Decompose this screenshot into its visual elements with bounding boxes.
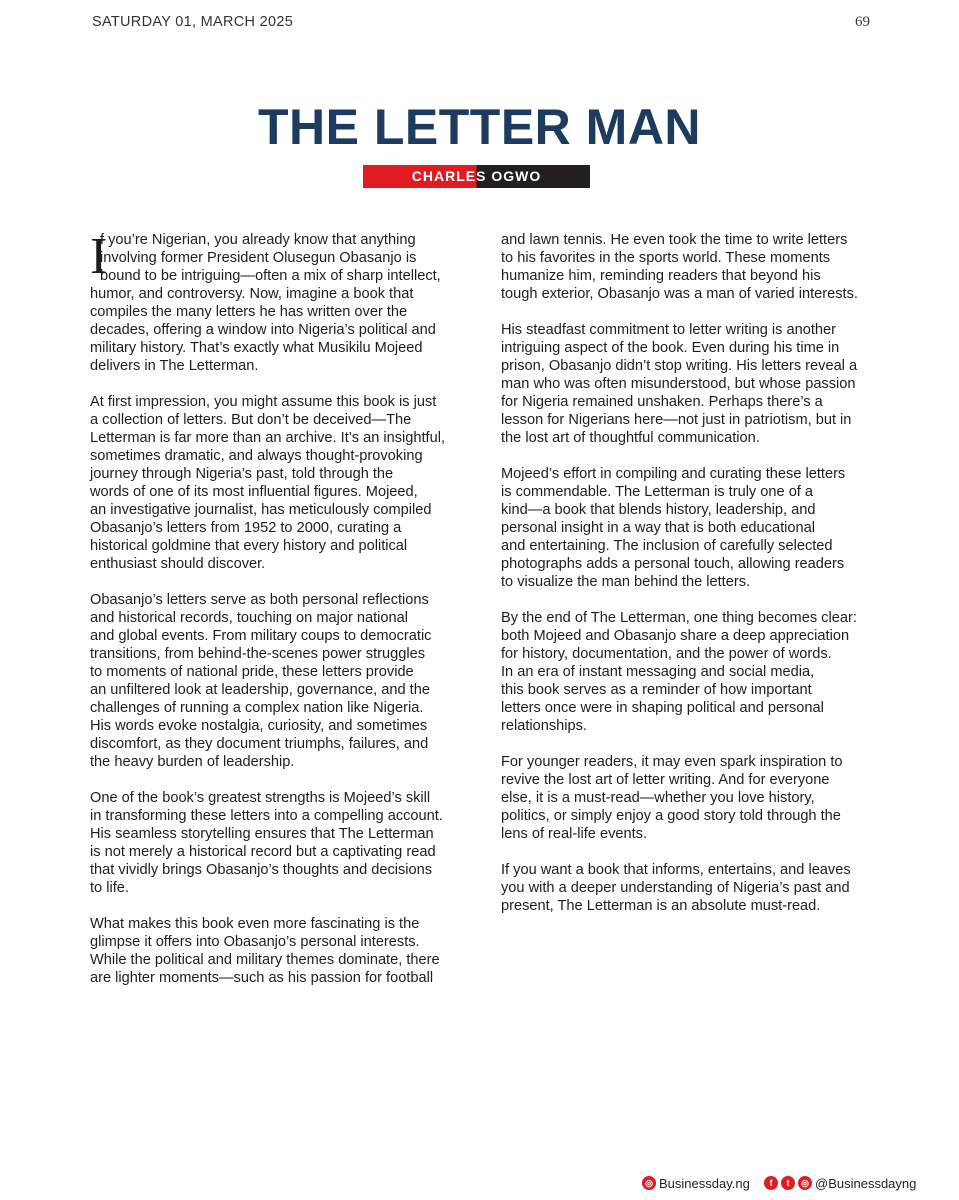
- text-line: to his favorites in the sports world. These moments: [501, 250, 831, 266]
- text-line: enthusiast should discover.: [90, 556, 266, 572]
- text-line: By the end of The Letterman, one thing becomes clear:: [501, 610, 857, 626]
- paragraph-6: [501, 231, 871, 303]
- article-title: THE LETTER MAN: [257, 99, 702, 155]
- text-line: both Mojeed and Obasanjo share a deep appreciation: [501, 628, 850, 644]
- text-line: and lawn tennis. He even took the time to write letters: [501, 232, 848, 248]
- paragraph-7: [501, 321, 871, 447]
- text-line: personal insight in a way that is both educational: [501, 520, 815, 536]
- right-column: [501, 231, 871, 933]
- text-line: Obasanjo’s letters from 1952 to 2000, curating a: [90, 520, 402, 536]
- text-line: bound to be intriguing—often a mix of sharp intellect,: [100, 268, 441, 284]
- issue-date: SATURDAY 01, MARCH 2025: [92, 14, 294, 30]
- left-column: [90, 228, 460, 1005]
- paragraph-5: [90, 915, 460, 987]
- text-line: Letterman is far more than an archive. It’s an insightful,: [90, 430, 446, 446]
- text-line: compiles the many letters he has written over the: [90, 304, 408, 320]
- text-line: glimpse it offers into Obasanjo’s personal interests.: [90, 934, 420, 950]
- paragraph-4: [90, 789, 460, 897]
- text-line: man who was often misunderstood, but whose passion: [501, 376, 856, 392]
- text-line: for Nigeria remained unshaken. Perhaps there’s a: [501, 394, 823, 410]
- text-line: you with a deeper understanding of Nigeria’s past and: [501, 880, 850, 896]
- text-line: What makes this book even more fascinating is the: [90, 916, 420, 932]
- footer-social[interactable]: [764, 1172, 916, 1194]
- text-line: for history, documentation, and the power of words.: [501, 646, 832, 662]
- text-line: lens of real-life events.: [501, 826, 648, 842]
- text-line: For younger readers, it may even spark inspiration to: [501, 754, 843, 770]
- text-line: that vividly brings Obasanjo’s thoughts and decisions: [90, 862, 433, 878]
- text-line: humor, and controversy. Now, imagine a book that: [90, 286, 414, 302]
- text-line: journey through Nigeria’s past, told through the: [90, 466, 394, 482]
- social-handle: @Businessdayng: [815, 1175, 917, 1191]
- text-line: an investigative journalist, has meticulously compiled: [90, 502, 432, 518]
- text-line: this book serves as a reminder of how important: [501, 682, 812, 698]
- text-line: in transforming these letters into a compelling account.: [90, 808, 443, 824]
- text-line: and entertaining. The inclusion of carefully selected: [501, 538, 833, 554]
- text-line: to life.: [90, 880, 129, 896]
- text-line: words of one of its most influential figures. Mojeed,: [90, 484, 418, 500]
- text-line: One of the book’s greatest strengths is Mojeed’s skill: [90, 790, 431, 806]
- text-line: a collection of letters. But don’t be deceived—The: [90, 412, 412, 428]
- text-line: transitions, from behind-the-scenes power struggles: [90, 646, 426, 662]
- text-line: the lost art of thoughtful communication.: [501, 430, 760, 446]
- text-line: historical goldmine that every history and political: [90, 538, 408, 554]
- instagram-icon: ◎: [642, 1176, 656, 1190]
- text-line: letters once were in shaping political and personal: [501, 700, 824, 716]
- text-line: military history. That’s exactly what Musikilu Mojeed: [90, 340, 423, 356]
- paragraph-9: [501, 609, 871, 735]
- text-line: is not merely a historical record but a captivating read: [90, 844, 436, 860]
- text-line: relationships.: [501, 718, 587, 734]
- text-line: politics, or simply enjoy a good story told through the: [501, 808, 841, 824]
- text-line: f you’re Nigerian, you already know that anything: [100, 232, 416, 248]
- text-line: sometimes dramatic, and always thought-provoking: [90, 448, 423, 464]
- footer-website[interactable]: [642, 1172, 750, 1194]
- text-line: His words evoke nostalgia, curiosity, and sometimes: [90, 718, 428, 734]
- text-line: are lighter moments—such as his passion for football: [90, 970, 434, 986]
- text-line: involving former President Olusegun Obasanjo is: [100, 250, 417, 266]
- text-line: is commendable. The Letterman is truly one of a: [501, 484, 814, 500]
- text-line: to moments of national pride, these letters provide: [90, 664, 414, 680]
- text-line: humanize him, reminding readers that beyond his: [501, 268, 821, 284]
- text-line: to visualize the man behind the letters.: [501, 574, 751, 590]
- text-line: In an era of instant messaging and social media,: [501, 664, 815, 680]
- facebook-icon[interactable]: f: [764, 1176, 778, 1190]
- text-line: While the political and military themes dominate, there: [90, 952, 440, 968]
- text-line: Obasanjo’s letters serve as both personal reflections: [90, 592, 429, 608]
- website-label: Businessday.ng: [659, 1175, 750, 1191]
- text-line: present, The Letterman is an absolute must-read.: [501, 898, 821, 914]
- paragraph-3: [90, 591, 460, 771]
- text-line: intriguing aspect of the book. Even during his time in: [501, 340, 840, 356]
- text-line: At first impression, you might assume this book is just: [90, 394, 437, 410]
- text-line: challenges of running a complex nation like Nigeria.: [90, 700, 424, 716]
- page-number: 69: [855, 14, 870, 30]
- text-line: His seamless storytelling ensures that The Letterman: [90, 826, 434, 842]
- text-line: If you want a book that informs, entertains, and leaves: [501, 862, 851, 878]
- text-line: delivers in The Letterman.: [90, 358, 259, 374]
- instagram-icon[interactable]: ◎: [798, 1176, 812, 1190]
- text-line: kind—a book that blends history, leadership, and: [501, 502, 816, 518]
- author-byline: CHARLES OGWO: [363, 165, 590, 188]
- text-line: an unfiltered look at leadership, governance, and the: [90, 682, 430, 698]
- text-line: His steadfast commitment to letter writing is another: [501, 322, 836, 338]
- paragraph-1: [90, 228, 460, 375]
- paragraph-8: [501, 465, 871, 591]
- text-line: tough exterior, Obasanjo was a man of varied interests.: [501, 286, 858, 302]
- text-line: photographs adds a personal touch, allowing readers: [501, 556, 845, 572]
- text-line: the heavy burden of leadership.: [90, 754, 295, 770]
- text-line: lesson for Nigerians here—not just in patriotism, but in: [501, 412, 852, 428]
- paragraph-10: [501, 753, 871, 843]
- text-line: and global events. From military coups to democratic: [90, 628, 432, 644]
- text-line: revive the lost art of letter writing. And for everyone: [501, 772, 830, 788]
- text-line: Mojeed’s effort in compiling and curating these letters: [501, 466, 846, 482]
- paragraph-11: [501, 861, 871, 915]
- drop-cap: I: [90, 228, 108, 285]
- paragraph-2: [90, 393, 460, 573]
- text-line: else, it is a must-read—whether you love history,: [501, 790, 815, 806]
- twitter-icon[interactable]: t: [781, 1176, 795, 1190]
- text-line: decades, offering a window into Nigeria’s political and: [90, 322, 436, 338]
- text-line: discomfort, as they document triumphs, failures, and: [90, 736, 429, 752]
- text-line: prison, Obasanjo didn’t stop writing. His letters reveal a: [501, 358, 858, 374]
- text-line: and historical records, touching on major national: [90, 610, 408, 626]
